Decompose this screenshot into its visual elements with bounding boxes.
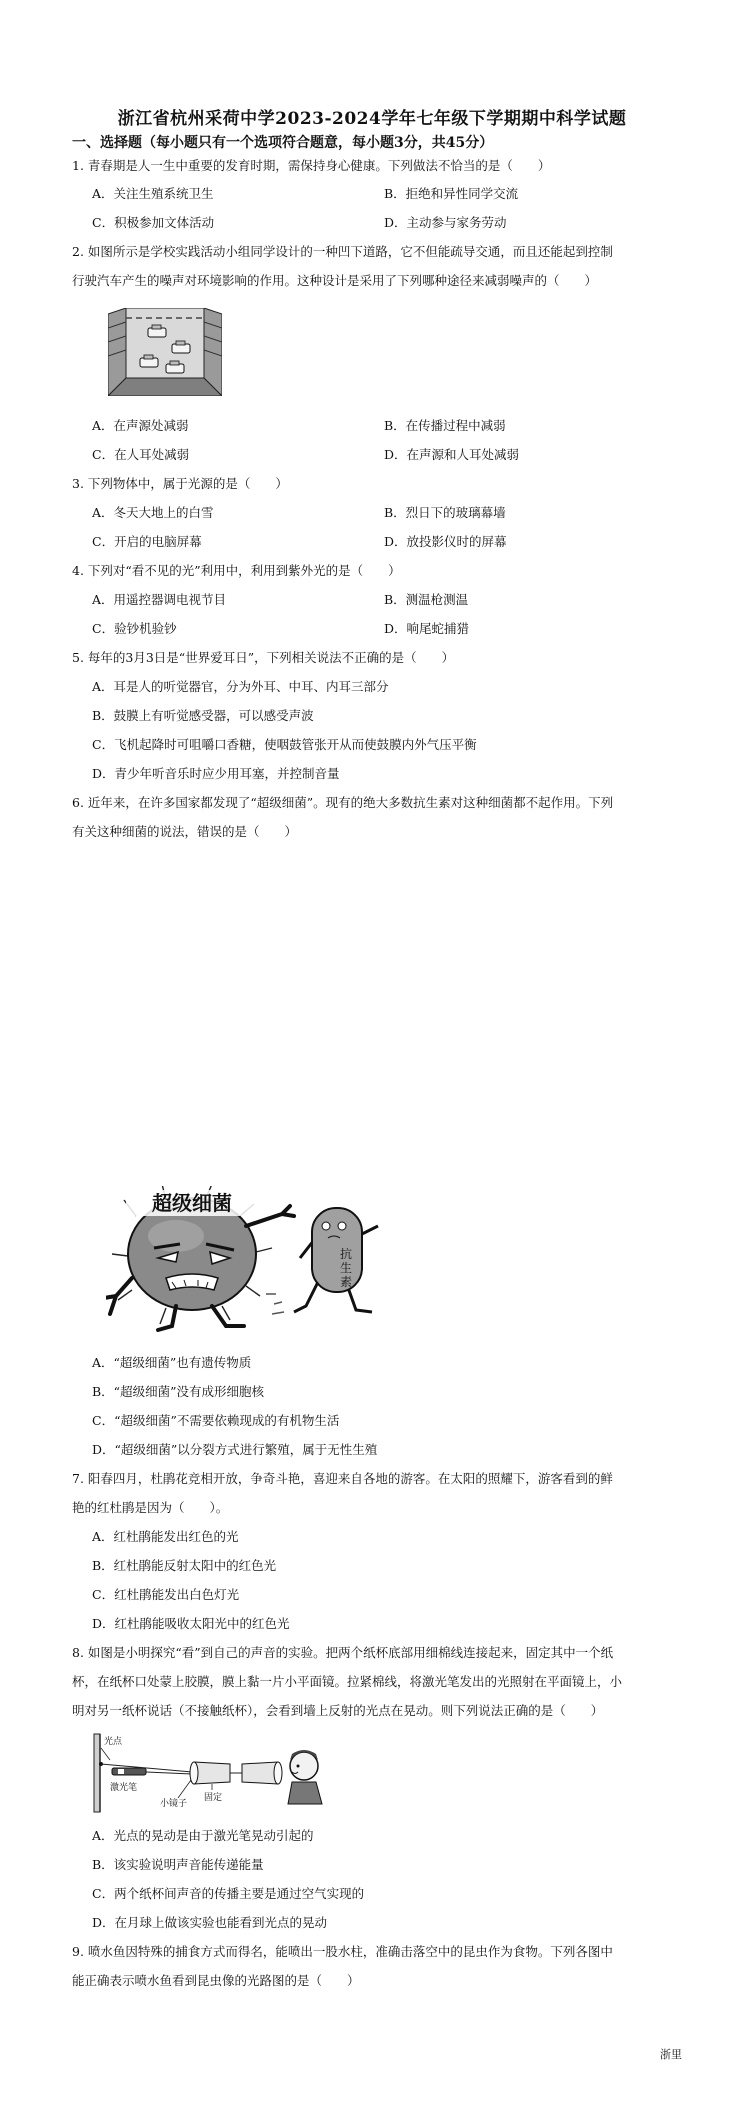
antibiotic-illustration: [266, 1208, 378, 1314]
q2-option-c: C．在人耳处减弱: [92, 447, 190, 462]
q2-option-d: D．在声源和人耳处减弱: [384, 447, 520, 462]
q8-option-c: C．两个纸杯间声音的传播主要是通过空气实现的: [92, 1886, 365, 1901]
q4-option-b: B．测温枪测温: [384, 592, 469, 607]
question-2-stem-line1: 2. 如图所示是学校实践活动小组同学设计的一种凹下道路，它不但能疏导交通，而且还能起到控制: [72, 244, 613, 259]
q4-option-d: D．响尾蛇捕猎: [384, 621, 470, 636]
q6-option-b: B．“超级细菌”没有成形细胞核: [92, 1384, 264, 1399]
section-heading: 一、选择题（每小题只有一个选项符合题意，每小题3分，共45分）: [72, 135, 494, 151]
question-9-stem-line2: 能正确表示喷水鱼看到昆虫像的光路图的是（ ）: [72, 1973, 360, 1988]
question-7-stem-line2: 艳的红杜鹃是因为（ ）。: [72, 1500, 229, 1515]
question-9-stem-line1: 9. 喷水鱼因特殊的捕食方式而得名，能喷出一股水柱，准确击落空中的昆虫作为食物。下列各图中: [72, 1944, 613, 1959]
superbug-cartoon-figure: [106, 1186, 436, 1336]
q2-option-a: A．在声源处减弱: [92, 418, 189, 433]
question-2-stem-line2: 行驶汽车产生的噪声对环境影响的作用。这种设计是采用了下列哪种途径来减弱噪声的（ ）: [72, 273, 598, 288]
q5-option-d: D．青少年听音乐时应少用耳塞，并控制音量: [92, 766, 340, 781]
q8-option-b: B．该实验说明声音能传递能量: [92, 1857, 264, 1872]
q4-option-a: A．用遥控器调电视节目: [92, 592, 227, 607]
laser-pen-label: 激光笔: [110, 1783, 138, 1793]
sunken-road-figure: [108, 308, 222, 396]
q1-option-a: A．关注生殖系统卫生: [92, 186, 214, 201]
question-8-stem-line3: 明对另一纸杯说话（不接触纸杯），会看到墙上反射的光点在晃动。则下列说法正确的是（ ）: [72, 1703, 604, 1718]
question-4-stem: 4. 下列对“看不见的光”利用中，利用到紫外光的是（ ）: [72, 563, 401, 578]
q6-option-c: C．“超级细菌”不需要依赖现成的有机物生活: [92, 1413, 340, 1428]
question-6-stem-line1: 6. 近年来，在许多国家都发现了“超级细菌”。现有的绝大多数抗生素对这种细菌都不起作用。下列: [72, 795, 614, 810]
q3-option-c: C．开启的电脑屏幕: [92, 534, 202, 549]
q7-option-c: C．红杜鹃能发出白色灯光: [92, 1587, 240, 1602]
laser-pen-icon: [112, 1768, 146, 1775]
paper-cup-left: [190, 1762, 230, 1784]
q3-option-d: D．放投影仪时的屏幕: [384, 534, 507, 549]
q4-option-c: C．验钞机验钞: [92, 621, 177, 636]
page-footer: 浙里: [660, 2048, 682, 2061]
q2-option-b: B．在传播过程中减弱: [384, 418, 506, 433]
light-spot-label: 光点: [104, 1737, 123, 1747]
question-6-stem-line2: 有关这种细菌的说法，错误的是（ ）: [72, 824, 298, 839]
q6-option-a: A．“超级细菌”也有遗传物质: [92, 1355, 252, 1370]
page-title: 浙江省杭州采荷中学2023-2024学年七年级下学期期中科学试题: [117, 109, 627, 129]
q5-option-c: C．飞机起降时可咀嚼口香糖，使咽鼓管张开从而使鼓膜内外气压平衡: [92, 737, 477, 752]
q8-option-d: D．在月球上做该实验也能看到光点的晃动: [92, 1915, 328, 1930]
question-5-stem: 5. 每年的3月3日是“世界爱耳日”，下列相关说法不正确的是（ ）: [72, 650, 455, 665]
fixed-label: 固定: [204, 1793, 223, 1803]
question-8-stem-line2: 杯，在纸杯口处蒙上胶膜，膜上黏一片小平面镜。拉紧棉线，将激光笔发出的光照射在平面镜上，小: [72, 1674, 623, 1689]
q3-option-a: A．冬天大地上的白雪: [92, 505, 214, 520]
question-3-stem: 3. 下列物体中，属于光源的是（ ）: [72, 476, 288, 491]
q5-option-a: A．耳是人的听觉器官，分为外耳、中耳、内耳三部分: [92, 679, 389, 694]
paper-cup-right: [242, 1762, 282, 1784]
antibiotic-label-char2: 生: [339, 1261, 353, 1275]
question-8-stem-line1: 8. 如图是小明探究“看”到自己的声音的实验。把两个纸杯底部用细棉线连接起来，固定其中一个纸: [72, 1645, 614, 1660]
antibiotic-label-char1: 抗: [339, 1247, 353, 1261]
q3-option-b: B．烈日下的玻璃幕墙: [384, 505, 506, 520]
q7-option-b: B．红杜鹃能反射太阳中的红色光: [92, 1558, 277, 1573]
antibiotic-label-char3: 素: [339, 1275, 353, 1289]
q7-option-d: D．红杜鹃能吸收太阳光中的红色光: [92, 1616, 290, 1631]
q1-option-c: C．积极参加文体活动: [92, 215, 215, 230]
q1-option-b: B．拒绝和异性同学交流: [384, 186, 519, 201]
cup-telephone-experiment-figure: [92, 1730, 328, 1816]
q8-option-a: A．光点的晃动是由于激光笔晃动引起的: [92, 1828, 314, 1843]
mirror-label: 小镜子: [160, 1799, 188, 1809]
question-7-stem-line1: 7. 阳春四月，杜鹃花竞相开放，争奇斗艳，喜迎来自各地的游客。在太阳的照耀下，游客看到的鲜: [72, 1471, 613, 1486]
q6-option-d: D．“超级细菌”以分裂方式进行繁殖，属于无性生殖: [92, 1442, 378, 1457]
q1-option-d: D．主动参与家务劳动: [384, 215, 507, 230]
q7-option-a: A．红杜鹃能发出红色的光: [92, 1529, 239, 1544]
question-1-stem: 1. 青春期是人一生中重要的发育时期，需保持身心健康。下列做法不恰当的是（ ）: [72, 158, 551, 173]
superbug-label: 超级细菌: [152, 1191, 232, 1215]
q5-option-b: B．鼓膜上有听觉感受器，可以感受声波: [92, 708, 314, 723]
